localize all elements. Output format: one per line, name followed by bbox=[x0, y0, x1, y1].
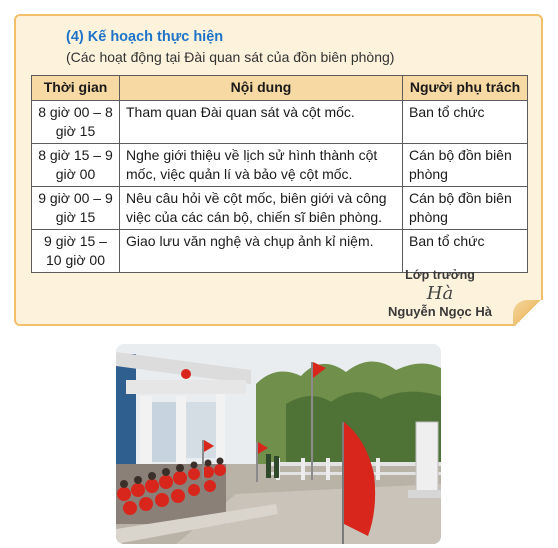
section-title: (4) Kế hoạch thực hiện bbox=[66, 29, 224, 45]
cell-content: Nêu câu hỏi về cột mốc, biên giới và công việc của các cán bộ, chiến sĩ biên phòng. bbox=[120, 187, 403, 230]
table-row bbox=[32, 101, 528, 144]
border-post-photo bbox=[116, 344, 441, 544]
cell-content: Tham quan Đài quan sát và cột mốc. bbox=[120, 101, 403, 144]
header-time: Thời gian bbox=[32, 76, 120, 101]
section-subtitle: (Các hoạt động tại Đài quan sát của đồn biên phòng) bbox=[66, 49, 395, 65]
table-row bbox=[32, 230, 528, 273]
header-content: Nội dung bbox=[120, 76, 403, 101]
table-header-row bbox=[32, 76, 528, 101]
signer-name: Nguyễn Ngọc Hà bbox=[387, 304, 492, 319]
cell-time: 8 giờ 15 – 9 giờ 00 bbox=[32, 144, 120, 187]
cell-owner: Ban tổ chức bbox=[403, 230, 528, 273]
header-owner: Người phụ trách bbox=[403, 76, 528, 101]
cell-time: 9 giờ 00 – 9 giờ 15 bbox=[32, 187, 120, 230]
cell-owner: Ban tổ chức bbox=[403, 101, 528, 144]
signer-role: Lớp trưởng bbox=[405, 268, 475, 282]
plan-table bbox=[31, 75, 528, 273]
cell-time: 8 giờ 00 – 8 giờ 15 bbox=[32, 101, 120, 144]
handwritten-signature: Hà bbox=[426, 283, 454, 304]
table-row bbox=[32, 144, 528, 187]
photo-illustration bbox=[116, 344, 441, 544]
cell-content: Giao lưu văn nghệ và chụp ảnh kỉ niệm. bbox=[120, 230, 403, 273]
cell-time: 9 giờ 15 – 10 giờ 00 bbox=[32, 230, 120, 273]
cell-owner: Cán bộ đồn biên phòng bbox=[403, 187, 528, 230]
table-row bbox=[32, 187, 528, 230]
cell-content: Nghe giới thiệu về lịch sử hình thành cột mốc, việc quản lí và bảo vệ cột mốc. bbox=[120, 144, 403, 187]
cell-owner: Cán bộ đồn biên phòng bbox=[403, 144, 528, 187]
